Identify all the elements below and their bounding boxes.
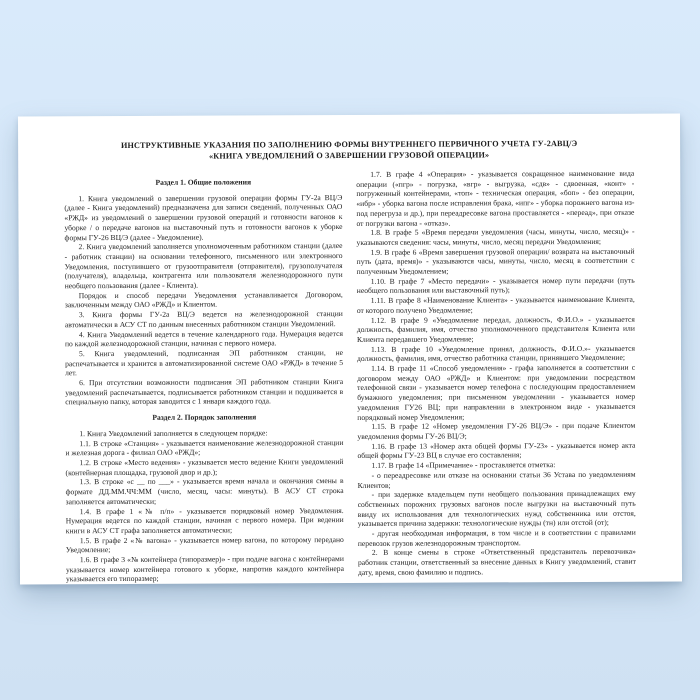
paragraph: 1.11. В графе 8 «Наименование Клиента» - указывается наименование Клиента, от которого получено Уведомление;: [356, 294, 635, 315]
paragraph: - о переадресовке или отказе на основании статьи 36 Устава по уведомлениям Клиентов;: [357, 469, 636, 490]
paragraph: 1.15. В графе 12 «Номер уведомления ГУ-26 ВЦ/Э» - при подаче Клиентом уведомления формы ГУ-26 ВЦ/Э;: [357, 421, 636, 441]
paragraph: 1.3. В строке «с __ по ___» - указывается время начала и окончания смены в формате ДД.ММ.ЧЧ:ММ (число, месяц, часы: минуты). В АСУ СТ строка заполняется автоматически;: [65, 476, 344, 507]
document-title: [64, 139, 634, 162]
paragraph: 1.1. В строке «Станция» - указывается наименование железнодорожной станции и железная дорога - филиал ОАО «РЖД»;: [65, 437, 344, 458]
section-2-heading: Раздел 2. Порядок заполнения: [152, 412, 257, 423]
paragraph: 1.4. В графе 1 «№ п/п» - указывается порядковый номер Уведомления. Нумерация ведется по каждой станции, начиная с первого номера. При ведении книги в АСУ СТ графа заполняется автоматически;: [65, 505, 344, 536]
paragraph: 2. Книга уведомлений заполняется уполномоченным работником станции (далее - работник станции) на основании телефонного, письменного или электронного Уведомления, поступившего от грузоотправителя (отправителя), грузополучателя (получателя), владельца, контрагента или пользователя железнодорожного пути необщего пользования (далее - Клиента).: [64, 241, 343, 291]
paragraph: 1.16. В графе 13 «Номер акта общей формы ГУ-23» - указывается номер акта общей формы ГУ-23 ВЦ в случае его составления;: [357, 440, 636, 461]
paragraph: 1.5. В графе 2 «№ вагона» - указывается номер вагона, по которому передано Уведомление;: [65, 534, 344, 555]
document-title-line2: «КНИГА УВЕДОМЛЕНИЙ О ЗАВЕРШЕНИИ ГРУЗОВОЙ ОПЕРАЦИИ»: [209, 149, 490, 161]
paragraph: 1.8. В графе 5 «Время передачи уведомления (часы, минуты, число, месяц)» - указываются сведения: часы, минуты, число, месяц передачи Уведомления;: [356, 226, 635, 247]
left-column: [64, 170, 344, 584]
paragraph: 1.13. В графе 10 «Уведомление принял, должность, Ф.И.О.»- указывается должность, фамилия, имя, отчество работника станции, принявшего Уведомление;: [357, 343, 636, 364]
section-2-paragraphs-right: [356, 169, 636, 578]
paragraph: 1.12. В графе 9 «Уведомление передал, должность, Ф.И.О.» - указывается должность, фамилия, имя, отчество уполномоченного представителя Клиента или Клиента передавшего Уведомление;: [356, 314, 635, 344]
paragraph: 2. В конце смены в строке «Ответственный представитель перевозчика» работник станции, ответственный за внесение данных в Книгу уведомлений, ставит дату, время, свою фамилию и подпись.: [357, 547, 636, 577]
right-column: [356, 169, 636, 583]
paragraph: 6. При отсутствии возможности подписания ЭП работником станции Книга уведомлений распечатывается, подписывается работником станции и подшивается в специальную папку, которая заводится с 1 января каждого года.: [65, 377, 344, 407]
paragraph: 1. Книга Уведомлений заполняется в следующем порядке:: [79, 428, 268, 439]
section-1-paragraphs: [64, 193, 343, 408]
paragraph: Порядок и способ передачи Уведомления устанавливается Договором, заключенным между ОАО «РЖД» и Клиентом.: [64, 289, 343, 310]
two-column-layout: [64, 169, 636, 585]
paragraph: 1.14. В графе 11 «Способ уведомления» - графа заполняется в соответствии с договором между ОАО «РЖД» и Клиентом: при уведомлении посредством телефонной связи - указывается номер телефона с последующим предоставлением бумажного уведомления; при письменном уведомлении - указывается номер уведомления ГУ26 ВЦ; при направлении в электронном виде - указывается порядковый номер Уведомления;: [357, 362, 636, 422]
document-page: [18, 114, 682, 585]
paragraph: 1.2. В строке «Место ведения» - указывается место ведение Книги уведомлений (контейнерная площадка, грузовой двор и др.);: [65, 457, 344, 477]
paragraph: 1.7. В графе 4 «Операция» - указывается сокращенное наименование вида операции («пгр» - погрузка, «вгр» - выгрузка, «сдв» - сдвоенная, «конт» - погруженный контейнерами, «топ» - техническая операция, «боп» - без операции, «ибр» - уборка вагона после исправления брака, «ипг» - уборка порожнего вагона из-под перегруза и др.), при переадресовке вагона проставляется - «переад», при отказе от погрузки вагона - «отказ».: [356, 168, 635, 228]
paragraph: 4. Книга Уведомлений ведется в течение календарного года. Нумерация ведется по каждой железнодорожной станции, начиная с первого номера.: [64, 328, 343, 349]
paragraph: 3. Книга формы ГУ-2а ВЦ/Э ведется на железнодорожной станции автоматически в АСУ СТ по данным внесенных работником станции Уведомлений.: [64, 309, 343, 330]
paragraph: 1.6. В графе 3 «№ контейнера (типоразмер)» - при подаче вагона с контейнерами указывается номер контейнера готового к уборке, напротив каждого контейнера указывается его типоразмер;: [65, 554, 344, 584]
paragraph: 5. Книга уведомлений, подписанная ЭП работником станции, не распечатывается и хранится в автоматизированной системе ОАО «РЖД» в течение 5 лет.: [65, 347, 344, 378]
paragraph: - при задержке владельцем пути необщего пользования принадлежащих ему собственных порожних грузовых вагонов после выгрузки на выставочный путь ввиду их использования для технологических нужд собственника или отстоя, указывается причина задержки: технологические нужды (тн) или отстой (от);: [357, 488, 636, 529]
paragraph: 1. Книга уведомлений о завершении грузовой операции формы ГУ-2а ВЦ/Э (далее - Книга уведомлений) предназначена для записи сведений, полученных ОАО «РЖД» из уведомлений о завершении грузовой операций и готовности вагонов к уборке / о передаче вагонов на выставочный путь и готовности вагонов к уборке формы ГУ-26 ВЦ/Э (далее - Уведомление).: [64, 192, 343, 242]
section-2-paragraphs-left: [65, 428, 344, 584]
section-1-heading: Раздел 1. Общие положения: [155, 177, 252, 187]
document-title-line1: ИНСТРУКТИВНЫЕ УКАЗАНИЯ ПО ЗАПОЛНЕНИЮ ФОРМЫ ВНУТРЕННЕГО ПЕРВИЧНОГО УЧЕТА ГУ-2АВЦ/Э: [120, 139, 578, 150]
paragraph: 1.10. В графе 7 «Место передачи» - указывается номер пути передачи (путь необщего пользования или выставочный путь);: [356, 275, 635, 296]
paragraph: 1.9. В графе 6 «Время завершения грузовой операции/ возврата на выставочный путь (дата, время)» - указываются часы, минуты, число, месяц в соответствии с полученным Уведомлением;: [356, 246, 635, 277]
paragraph: 1.17. В графе 14 «Примечание» - проставляется отметка:: [371, 460, 556, 471]
paragraph: - другая необходимая информация, в том числе и в соответствии с правилами перевозок грузов железнодорожным транспортом.: [357, 527, 636, 548]
